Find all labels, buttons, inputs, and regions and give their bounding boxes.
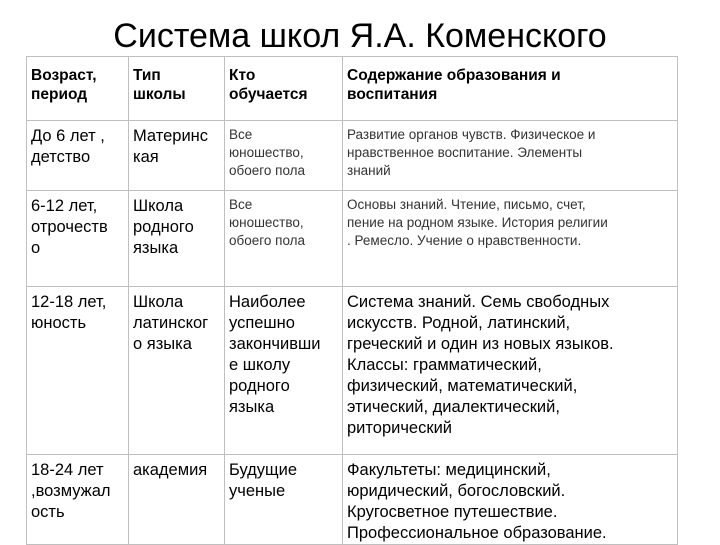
- cell-age: 6-12 лет, отрочеств о: [27, 191, 129, 287]
- cell-age: 18-24 лет ,возмужал ость: [27, 455, 129, 545]
- page-title: Система школ Я.А. Коменского: [113, 17, 607, 55]
- cell-who: Все юношество, обоего пола: [225, 121, 343, 191]
- cell-age: До 6 лет , детство: [27, 121, 129, 191]
- cell-who: Все юношество, обоего пола: [225, 191, 343, 287]
- cell-who: Наиболее успешно закончивши е школу родного языка: [225, 287, 343, 455]
- cell-content: Система знаний. Семь свободных искусств. Родной, латинский, греческий и один из новых языков. Классы: грамматический, физический, математический, этический, диалектический, риторический: [343, 287, 678, 455]
- cell-who: Будущие ученые: [225, 455, 343, 545]
- cell-content: Развитие органов чувств. Физическое и нравственное воспитание. Элементы знаний: [343, 121, 678, 191]
- cell-school: Школа латинског о языка: [129, 287, 225, 455]
- cell-content: Основы знаний. Чтение, письмо, счет, пение на родном языке. История религии . Ремесло. Учение о нравственности.: [343, 191, 678, 287]
- comenius-schools-table: [26, 56, 678, 545]
- header-age-period: Возраст, период: [27, 57, 129, 121]
- cell-school: Школа родного языка: [129, 191, 225, 287]
- cell-age: 12-18 лет, юность: [27, 287, 129, 455]
- cell-school: Материнс кая: [129, 121, 225, 191]
- header-school-type: Тип школы: [129, 57, 225, 121]
- table-row: [27, 191, 678, 287]
- header-content: Содержание образования и воспитания: [343, 57, 678, 121]
- table-row: [27, 455, 678, 545]
- cell-content: Факультеты: медицинский, юридический, богословский. Кругосветное путешествие. Профессиональное образование.: [343, 455, 678, 545]
- table-row: [27, 287, 678, 455]
- table-row: [27, 121, 678, 191]
- header-who-studies: Кто обучается: [225, 57, 343, 121]
- table-header-row: [27, 57, 678, 121]
- cell-school: академия: [129, 455, 225, 545]
